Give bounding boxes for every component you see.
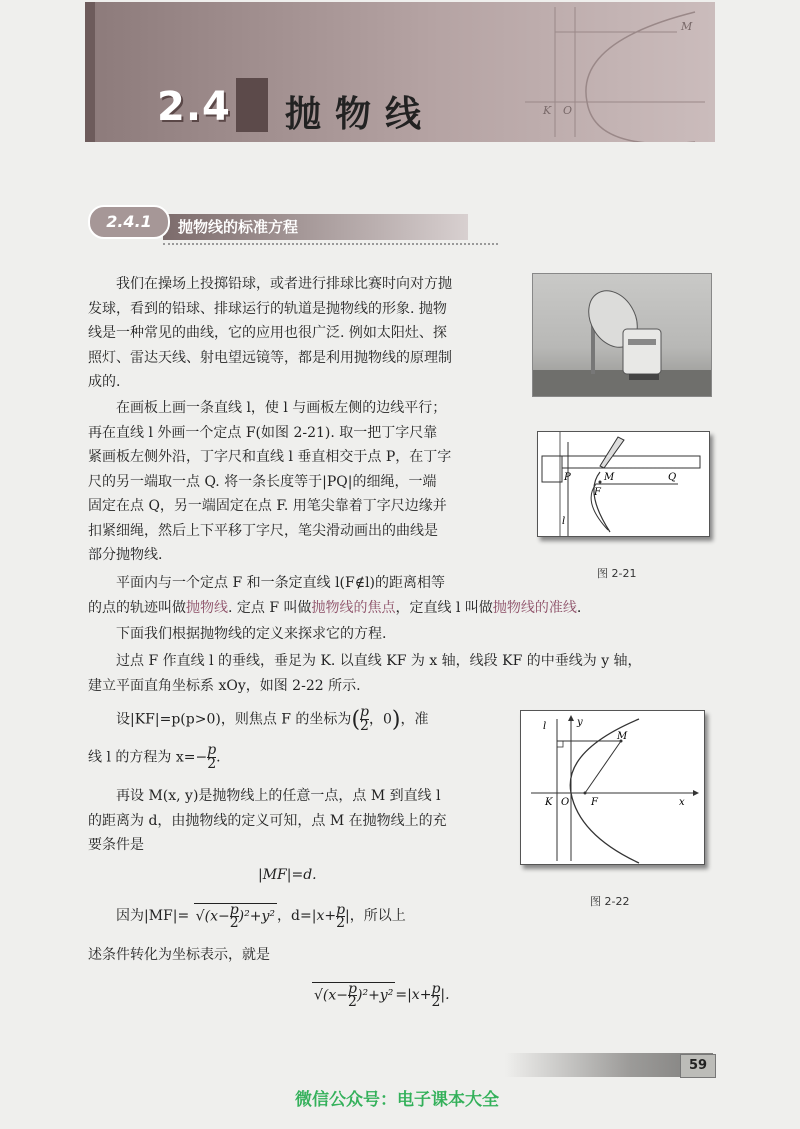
paragraph-condition — [88, 784, 508, 858]
text-line: 在画板上画一条直线 l，使 l 与画板左侧的边线平行； — [116, 400, 447, 416]
header-label-o: O — [563, 104, 573, 117]
figure-2-22-caption: 图 2-22 — [590, 895, 630, 908]
text-line — [88, 596, 688, 621]
section-number: 2.4 — [157, 84, 231, 130]
header-parabola-graphic — [505, 2, 715, 142]
text-line: 部分抛物线. — [88, 547, 163, 563]
subsection-number-badge: 2.4.1 — [88, 205, 170, 239]
text-line: 照灯、雷达天线、射电望远镜等，都是利用抛物线的原理制 — [88, 349, 452, 366]
text-line: 建立平面直角坐标系 xOy，如图 2-22 所示. — [88, 677, 361, 694]
text-span: 线 l 的方程为 x=− — [88, 749, 208, 766]
fraction-p-over-2 — [348, 983, 357, 1008]
text-span: x+ — [411, 987, 432, 1003]
numerator: p — [229, 902, 239, 918]
sqrt-sign: √ — [195, 908, 205, 925]
term-focus: 抛物线的焦点 — [311, 599, 396, 616]
fig22-label-y: y — [577, 717, 583, 728]
text-line: 要条件是 — [88, 837, 144, 853]
figure-2-22-drawing — [521, 711, 704, 864]
text-span: ，准 — [400, 711, 429, 728]
paragraph-intro — [88, 272, 528, 395]
sqrt-expression: √(x− $\frac{p}{2}$ )²+y² — [314, 981, 394, 1010]
text-span: x+ — [316, 908, 337, 924]
equation-mf-equals-d: |MF|=d. — [258, 867, 317, 883]
paren-right: ) — [391, 707, 401, 733]
sqrt-sign: √ — [314, 987, 323, 1004]
page-number: 59 — [680, 1054, 716, 1078]
section-divider-block — [236, 78, 268, 132]
abs-expression: |x+ $\frac{p}{2}$ | — [311, 901, 350, 931]
paragraph-coordinate-system — [88, 649, 728, 698]
denominator: 2 — [360, 718, 369, 734]
numerator: p — [336, 901, 346, 918]
text-span: . 定点 F 叫做 — [228, 599, 312, 616]
numerator: p — [360, 704, 369, 720]
paragraph-drawing — [88, 396, 528, 568]
text-span: ，定直线 l 叫做 — [395, 599, 493, 616]
fig21-label-m: M — [604, 472, 615, 483]
fraction-p-over-2 — [336, 901, 346, 931]
fig21-label-p: P — [564, 472, 571, 483]
text-span: 0 — [383, 711, 392, 728]
paragraph-directrix-equation — [88, 744, 221, 771]
numerator: p — [431, 980, 441, 997]
text-line: 我们在操场上投掷铅球，或者进行排球比赛时向对方抛 — [116, 276, 452, 292]
fraction-p-over-2 — [360, 706, 369, 733]
text-line: 述条件转化为坐标表示，就是 — [88, 947, 270, 963]
section-title: 抛物线 — [285, 94, 436, 135]
fraction-p-over-2 — [431, 980, 441, 1010]
equation-final: √(x− $\frac{p}{2}$ )²+y² =|x+ $\frac{p}{2}$ |. — [314, 980, 450, 1010]
text-line: 线是一种常见的曲线，它的应用也很广泛. 例如太阳灶、探 — [88, 325, 447, 341]
paragraph-because — [116, 903, 406, 929]
fraction-p-over-2 — [207, 744, 216, 771]
text-span: 的点的轨迹叫做 — [88, 599, 186, 616]
fig21-label-l: l — [562, 516, 566, 527]
sqrt-expression: √(x− $\frac{p}{2}$ )²+y² — [195, 902, 276, 931]
fraction-p-over-2 — [230, 904, 239, 929]
text-line: 尺的另一端取一点 Q. 将一条长度等于|PQ|的细绳，一端 — [88, 473, 437, 490]
denominator: 2 — [431, 993, 441, 1010]
paragraph-transition: 下面我们根据抛物线的定义来探求它的方程. — [116, 626, 387, 642]
text-span: +y² — [368, 987, 394, 1004]
text-span: x− — [210, 908, 230, 925]
text-line: 再设 M(x, y)是抛物线上的任意一点，点 M 到直线 l — [116, 788, 441, 804]
denominator: 2 — [348, 994, 357, 1010]
numerator: p — [348, 981, 357, 997]
paragraph-definition — [88, 571, 688, 620]
numerator: p — [207, 742, 217, 758]
header-edge — [85, 2, 95, 142]
subsection-title: 抛物线的标准方程 — [178, 218, 299, 236]
term-parabola: 抛物线 — [186, 599, 228, 616]
text-span: 设|KF|=p(p>0)，则焦点 F 的坐标为 — [116, 711, 352, 728]
text-line: 平面内与一个定点 F 和一条定直线 l(F∉l)的距离相等 — [116, 575, 446, 591]
fig22-label-o: O — [561, 797, 570, 808]
text-span: . — [445, 987, 450, 1003]
fig22-label-m: M — [617, 731, 628, 742]
denominator: 2 — [207, 756, 217, 772]
text-span: . — [216, 749, 221, 766]
denominator: 2 — [229, 915, 239, 931]
radar-dish-illustration — [533, 274, 711, 396]
radar-antenna-photo — [532, 273, 712, 397]
text-line: 过点 F 作直线 l 的垂线，垂足为 K. 以直线 KF 为 x 轴，线段 KF 的中垂线为 y 轴， — [116, 653, 642, 669]
denominator: 2 — [336, 914, 346, 931]
text-line: 扣紧细绳，然后上下平移丁字尺，笔尖滑动画出的曲线是 — [88, 522, 438, 539]
text-span: 因为|MF|= — [116, 908, 190, 924]
fig22-label-f: F — [591, 797, 598, 808]
text-span: x− — [328, 987, 349, 1004]
figure-2-22 — [520, 710, 705, 865]
header-label-k: K — [543, 104, 552, 117]
text-span: +y² — [249, 908, 276, 925]
paragraph-focus-coordinates: 设|KF|=p(p>0)，则焦点 F 的坐标为( $\frac{p}{2}$ ，0)，准 — [116, 704, 429, 734]
figure-2-21-caption: 图 2-21 — [597, 567, 637, 580]
fig22-label-x: x — [679, 797, 685, 808]
paren-left: ( — [351, 707, 361, 733]
text-line: 紧画板左侧外沿，丁字尺和直线 l 垂直相交于点 P，在丁字 — [88, 449, 452, 465]
fig22-label-k: K — [545, 797, 553, 808]
text-span: ，所以上 — [349, 908, 406, 924]
text-line: 的距离为 d，由抛物线的定义可知，点 M 在抛物线上的充 — [88, 812, 447, 829]
text-span: . — [576, 599, 582, 616]
text-span: ，d= — [277, 908, 312, 924]
text-line: 成的. — [88, 374, 121, 390]
fig22-label-l: l — [543, 721, 547, 732]
text-line: 发球，看到的铅球、排球运行的轨道是抛物线的形象. 抛物 — [88, 300, 447, 317]
subsection-dotted-rule — [163, 243, 498, 245]
figure-2-21-drawing — [538, 432, 709, 536]
term-directrix: 抛物线的准线 — [492, 599, 577, 616]
fig21-label-q: Q — [668, 472, 677, 483]
figure-2-21 — [537, 431, 710, 537]
watermark: 微信公众号：电子课本大全 — [295, 1090, 499, 1110]
text-line: 固定在点 Q，另一端固定在点 F. 用笔尖靠着丁字尺边缘并 — [88, 498, 447, 514]
header-label-m: M — [681, 20, 693, 33]
fig21-label-f: F — [594, 487, 601, 498]
text-line: 再在直线 l 外画一个定点 F(如图 2-21). 取一把丁字尺靠 — [88, 424, 438, 441]
